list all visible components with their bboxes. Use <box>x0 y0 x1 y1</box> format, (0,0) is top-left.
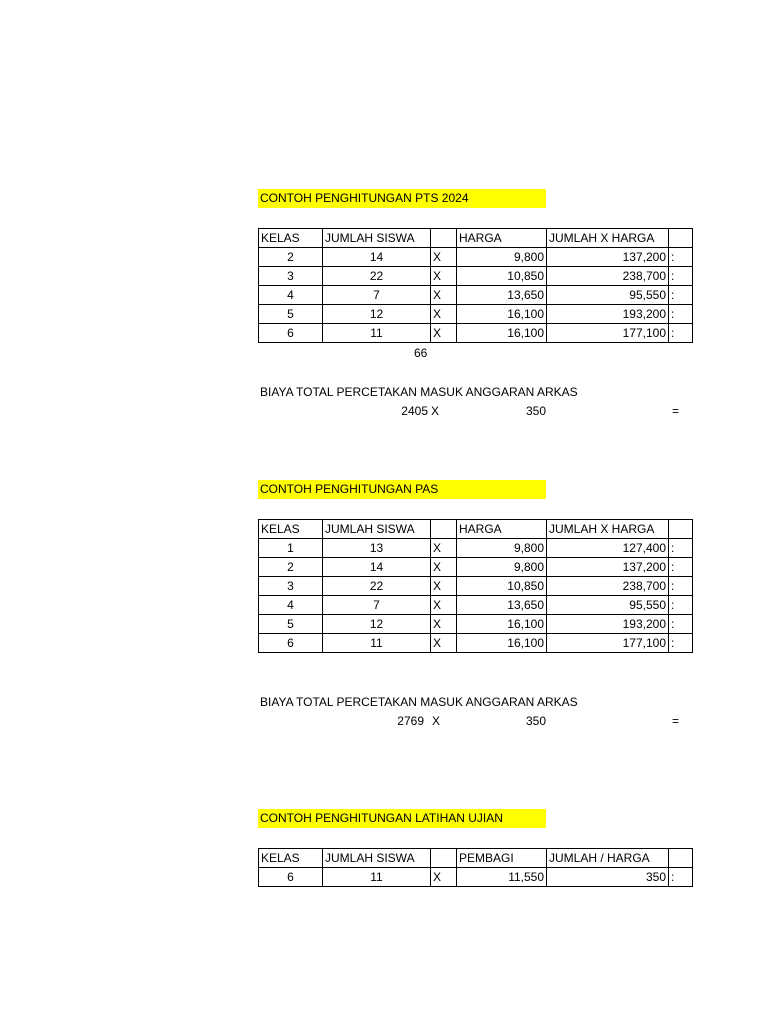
header-kelas: KELAS <box>259 520 323 539</box>
table-row <box>259 324 693 343</box>
section-pas <box>258 480 692 740</box>
cell-harga: 16,100 <box>457 634 547 653</box>
cell-op: X <box>431 324 457 343</box>
cell-siswa: 7 <box>323 596 431 615</box>
cell-kelas: 4 <box>259 286 323 305</box>
cell-siswa: 11 <box>323 634 431 653</box>
summary-price: 350 <box>525 714 546 728</box>
latihan-table <box>258 848 693 887</box>
table-row <box>259 305 693 324</box>
cell-harga: 13,650 <box>457 596 547 615</box>
cell-harga: 16,100 <box>457 305 547 324</box>
table-row <box>259 596 693 615</box>
summary-op: X <box>432 714 441 728</box>
table-row <box>259 615 693 634</box>
table-row <box>259 248 693 267</box>
header-x <box>431 229 457 248</box>
header-x <box>431 520 457 539</box>
cell-sep: : <box>669 267 693 286</box>
cell-sep: : <box>669 305 693 324</box>
table-row <box>259 286 693 305</box>
cell-op: X <box>431 248 457 267</box>
cell-siswa: 14 <box>323 248 431 267</box>
cell-siswa: 11 <box>323 324 431 343</box>
cell-siswa: 11 <box>323 868 431 887</box>
table-row <box>259 558 693 577</box>
header-harga: HARGA <box>457 229 547 248</box>
summary-label: BIAYA TOTAL PERCETAKAN MASUK ANGGARAN ARKAS <box>260 385 578 399</box>
header-jumlah-x-harga: JUMLAH X HARGA <box>547 520 669 539</box>
section-pts-2024 <box>258 189 692 429</box>
header-jumlah-harga: JUMLAH / HARGA <box>547 849 669 868</box>
cell-sep: : <box>669 634 693 653</box>
cell-total: 95,550 <box>547 596 669 615</box>
header-jumlah-siswa: JUMLAH SISWA <box>323 229 431 248</box>
summary-qty: 2405 <box>401 404 428 418</box>
cell-op: X <box>431 558 457 577</box>
cell-harga: 10,850 <box>457 577 547 596</box>
cell-total: 127,400 <box>547 539 669 558</box>
cell-op: X <box>431 634 457 653</box>
cell-siswa: 22 <box>323 577 431 596</box>
cell-siswa: 7 <box>323 286 431 305</box>
header-blank <box>669 520 693 539</box>
header-jumlah-siswa: JUMLAH SISWA <box>323 520 431 539</box>
cell-kelas: 3 <box>259 267 323 286</box>
cell-siswa: 12 <box>323 305 431 324</box>
cell-kelas: 6 <box>259 868 323 887</box>
cell-total: 238,700 <box>547 577 669 596</box>
cell-total: 137,200 <box>547 558 669 577</box>
cell-total: 193,200 <box>547 305 669 324</box>
summary-eq: = <box>672 404 680 418</box>
cell-kelas: 6 <box>259 324 323 343</box>
table-row <box>259 868 693 887</box>
table-header-row <box>259 229 693 248</box>
summary-op: X <box>431 404 440 418</box>
cell-kelas: 6 <box>259 634 323 653</box>
header-x <box>431 849 457 868</box>
section-title: CONTOH PENGHITUNGAN LATIHAN UJIAN <box>258 809 546 828</box>
pts-table <box>258 228 693 343</box>
header-pembagi: PEMBAGI <box>457 849 547 868</box>
header-jumlah-x-harga: JUMLAH X HARGA <box>547 229 669 248</box>
cell-total: 177,100 <box>547 634 669 653</box>
section-title: CONTOH PENGHITUNGAN PAS <box>258 480 546 499</box>
header-jumlah-siswa: JUMLAH SISWA <box>323 849 431 868</box>
header-harga: HARGA <box>457 520 547 539</box>
cell-kelas: 1 <box>259 539 323 558</box>
cell-siswa: 14 <box>323 558 431 577</box>
cell-op: X <box>431 596 457 615</box>
cell-op: X <box>431 539 457 558</box>
cell-sep: : <box>669 615 693 634</box>
summary-price: 350 <box>525 404 546 418</box>
cell-harga: 9,800 <box>457 248 547 267</box>
cell-sep: : <box>669 577 693 596</box>
cell-harga: 9,800 <box>457 558 547 577</box>
cell-op: X <box>431 615 457 634</box>
cell-kelas: 3 <box>259 577 323 596</box>
cell-total: 193,200 <box>547 615 669 634</box>
table-row <box>259 577 693 596</box>
section-latihan-ujian <box>258 809 692 899</box>
header-kelas: KELAS <box>259 849 323 868</box>
header-blank <box>669 229 693 248</box>
cell-op: X <box>431 286 457 305</box>
cell-op: X <box>431 577 457 596</box>
cell-siswa: 13 <box>323 539 431 558</box>
cell-kelas: 4 <box>259 596 323 615</box>
cell-sep: : <box>669 324 693 343</box>
table-header-row <box>259 849 693 868</box>
cell-total: 238,700 <box>547 267 669 286</box>
cell-sep: : <box>669 248 693 267</box>
header-kelas: KELAS <box>259 229 323 248</box>
header-blank <box>669 849 693 868</box>
cell-harga: 13,650 <box>457 286 547 305</box>
cell-sep: : <box>669 286 693 305</box>
table-row <box>259 267 693 286</box>
summary-label: BIAYA TOTAL PERCETAKAN MASUK ANGGARAN ARKAS <box>260 695 578 709</box>
cell-op: X <box>431 267 457 286</box>
cell-op: X <box>431 868 457 887</box>
cell-kelas: 2 <box>259 248 323 267</box>
cell-total: 95,550 <box>547 286 669 305</box>
cell-siswa: 12 <box>323 615 431 634</box>
summary-qty: 2769 <box>397 714 424 728</box>
table-header-row <box>259 520 693 539</box>
cell-siswa: 22 <box>323 267 431 286</box>
cell-sep: : <box>669 868 693 887</box>
cell-sep: : <box>669 558 693 577</box>
cell-total: 350 <box>547 868 669 887</box>
table-row <box>259 634 693 653</box>
section-title: CONTOH PENGHITUNGAN PTS 2024 <box>258 189 546 208</box>
table-row <box>259 539 693 558</box>
cell-sep: : <box>669 539 693 558</box>
subtotal-siswa: 66 <box>414 346 428 360</box>
cell-harga: 16,100 <box>457 615 547 634</box>
cell-kelas: 5 <box>259 615 323 634</box>
cell-op: X <box>431 305 457 324</box>
cell-harga: 16,100 <box>457 324 547 343</box>
cell-kelas: 2 <box>259 558 323 577</box>
cell-harga: 10,850 <box>457 267 547 286</box>
pas-table <box>258 519 693 653</box>
cell-pembagi: 11,550 <box>457 868 547 887</box>
cell-harga: 9,800 <box>457 539 547 558</box>
summary-eq: = <box>672 714 680 728</box>
cell-kelas: 5 <box>259 305 323 324</box>
cell-sep: : <box>669 596 693 615</box>
cell-total: 177,100 <box>547 324 669 343</box>
cell-total: 137,200 <box>547 248 669 267</box>
